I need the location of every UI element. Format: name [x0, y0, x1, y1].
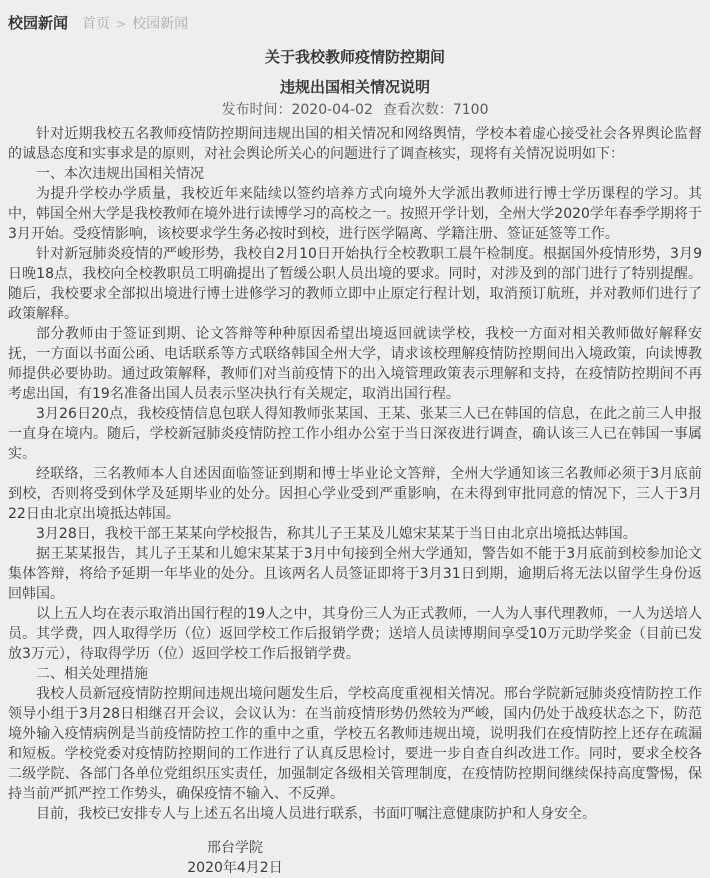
article-paragraph: 针对新冠肺炎疫情的严峻形势，我校自2月10日开始执行全校教职工晨午检制度。根据国外疫情形势，3月9日晚18点，我校向全校教职员工明确提出了暂缓公职人员出境的要求。同时，对涉及到的部门进行了特别提醒。随后，我校要求全部拟出境进行博士进修学习的教师立即中止原定行程计划，取消预订航班，并对教师们进行了政策解释。	[8, 246, 702, 322]
article-title-line2: 违规出国相关情况说明	[279, 78, 430, 96]
article-paragraph: 经联络，三名教师本人自述因面临签证到期和博士毕业论文答辩，全州大学通知该三名教师必须于3月底前到校，否则将受到休学及延期毕业的处分。因担心学业受到严重影响，在未得到审批同意的情况下，三人于3月22日由北京出境抵达韩国。	[8, 466, 702, 522]
views-label: 查看次数：	[382, 102, 453, 118]
breadcrumb-home-link[interactable]: 首页	[82, 16, 111, 32]
article-paragraph: 据王某某报告，其儿子王某和儿媳宋某某于3月中旬接到全州大学通知，警告如不能于3月底前到校参加论文集体答辩，将给予延期一年毕业的处分。且该两名人员签证即将于3月31日到期，逾期后将无法以留学生身份返回韩国。	[8, 546, 702, 602]
views-value: 7100	[452, 102, 489, 118]
article-body	[0, 124, 710, 824]
article-paragraph: 目前，我校已安排专人与上述五名出境人员进行联系，书面叮嘱注意健康防护和人身安全。	[36, 806, 596, 822]
article	[0, 47, 710, 878]
article-paragraph: 针对近期我校五名教师疫情防控期间违规出国的相关情况和网络舆情，学校本着虚心接受社会各界舆论监督的诚恳态度和实事求是的原则，对社会舆论所关心的问题进行了调查核实，现将有关情况说明如下：	[8, 126, 702, 162]
section-heading-1: 一、本次违规出国相关情况	[36, 166, 204, 182]
publish-time-value: 2020-04-02	[291, 102, 373, 118]
publish-time-label: 发布时间：	[221, 102, 292, 118]
breadcrumb	[82, 16, 188, 32]
topbar	[0, 0, 710, 34]
article-paragraph: 部分教师由于签证到期、论文答辩等种种原因希望出境返回就读学校，我校一方面对相关教师做好解释安抚，一方面以书面公函、电话联系等方式联络韩国全州大学，请求该校理解疫情防控期间出入境政策，向读博教师提供必要协助。通过政策解释，教师们对当前疫情下的出入境管理政策表示理解和支持，在疫情防控期间不再考虑出国，有19名准备出国人员表示坚决执行有关规定，取消出国行程。	[8, 326, 702, 402]
breadcrumb-separator: >	[116, 17, 127, 31]
article-title-line1: 关于我校教师疫情防控期间	[264, 48, 445, 66]
article-paragraph: 3月28日，我校干部王某某向学校报告，称其儿子王某及儿媳宋某某于当日由北京出境抵达韩国。	[36, 526, 637, 542]
article-paragraph: 为提升学校办学质量，我校近年来陆续以签约培养方式向境外大学派出教师进行博士学历课程的学习。其中，韩国全州大学是我校教师在境外进行读博学习的高校之一。按照开学计划，全州大学2020学年春季学期将于3月开始。受疫情影响，该校要求学生务必按时到校，进行医学隔离、学籍注册、签证延签等工作。	[8, 186, 702, 242]
signature-organization: 邢台学院	[207, 840, 263, 856]
signature-block	[0, 838, 470, 878]
article-meta	[0, 100, 710, 120]
breadcrumb-current-link[interactable]: 校园新闻	[132, 16, 189, 32]
article-paragraph: 以上五人均在表示取消出国行程的19人之中，其身份三人为正式教师，一人为人事代理教师，一人为送培人员。其学费，四人取得学历（位）返回学校工作后报销学费；送培人员读博期间享受10万元助学奖金（目前已发放3万元），待取得学历（位）返回学校工作后报销学费。	[8, 606, 702, 662]
section-heading-2: 二、相关处理措施	[36, 666, 148, 682]
section-title: 校园新闻	[8, 14, 69, 32]
article-paragraph: 我校人员新冠疫情防控期间违规出境问题发生后，学校高度重视相关情况。邢台学院新冠肺炎疫情防控工作领导小组于3月28日相继召开会议，会议认为：在当前疫情形势仍然较为严峻，国内仍处于战疫状态之下，防范境外输入疫情病例是当前疫情防控工作的重中之重，学校五名教师违规出境，说明我们在疫情防控上还存在疏漏和短板。学校党委对疫情防控期间的工作进行了认真反思检讨，要进一步自查自纠改进工作。同时，要求全校各二级学院、各部门各单位党组织压实责任，加强制定各级相关管理制度，在疫情防控期间继续保持高度警惕，保持当前严抓严控工作势头，确保疫情不输入、不反弹。	[8, 686, 702, 802]
article-paragraph: 3月26日20点，我校疫情信息包联人得知教师张某国、王某、张某三人已在韩国的信息，在此之前三人申报一直身在境内。随后，学校新冠肺炎疫情防控工作小组办公室于当日深夜进行调查，确认该三人已在韩国一事属实。	[8, 406, 702, 462]
signature-date: 2020年4月2日	[187, 860, 283, 876]
